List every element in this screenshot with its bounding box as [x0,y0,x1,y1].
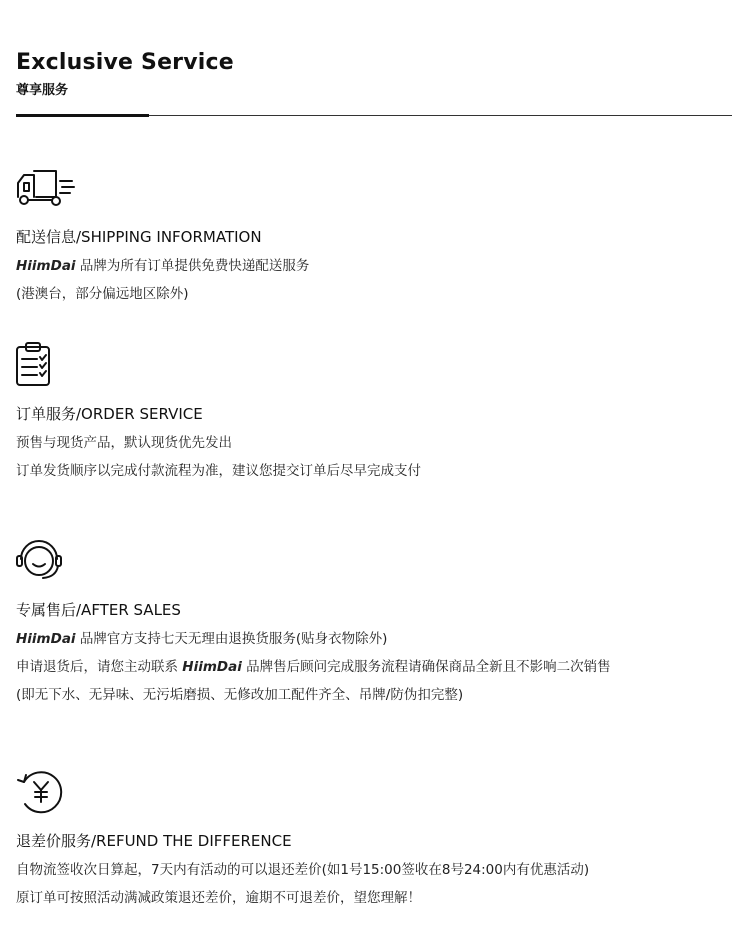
body-line: (港澳台，部分偏远地区除外) [16,286,189,302]
headset-icon [16,537,76,583]
section-body [16,625,732,709]
body-line: 自物流签收次日算起，7天内有活动的可以退还差价(如1号15:00签收在8号24:00内有优惠活动) [16,862,590,878]
page-subtitle: 尊享服务 [16,83,69,98]
page-title: Exclusive Service [16,50,234,75]
section-after-sales [16,537,732,709]
body-line: (即无下水、无异味、无污垢磨损、无修改加工配件齐全、吊牌/防伪扣完整) [16,687,464,703]
truck-icon [16,167,76,213]
body-line: 订单发货顺序以完成付款流程为准，建议您提交订单后尽早完成支付 [16,463,421,479]
section-body [16,429,732,485]
body-line: 原订单可按照活动满减政策退还差价，逾期不可退差价，望您理解！ [16,890,421,906]
body-line: HiimDai 品牌为所有订单提供免费快递配送服务 [16,258,310,274]
section-body [16,252,732,308]
body-line: 申请退货后，请您主动联系 HiimDai 品牌售后顾问完成服务流程请确保商品全新且不影响二次销售 [16,659,611,675]
section-title: 专属售后/AFTER SALES [16,601,181,619]
clipboard-checklist-icon [16,342,76,388]
brand-name: HiimDai [182,659,242,675]
page-header [16,48,732,100]
section-title: 订单服务/ORDER SERVICE [16,405,203,423]
header-divider-accent [16,114,149,117]
section-title: 退差价服务/REFUND THE DIFFERENCE [16,832,292,850]
brand-name: HiimDai [16,258,76,274]
body-line: HiimDai 品牌官方支持七天无理由退换货服务(贴身衣物除外) [16,631,388,647]
section-refund [16,768,732,912]
section-shipping [16,167,732,308]
section-body [16,856,732,912]
brand-name: HiimDai [16,631,76,647]
section-title: 配送信息/SHIPPING INFORMATION [16,228,262,246]
refund-yen-icon [16,768,76,814]
section-order [16,342,732,485]
body-line: 预售与现货产品，默认现货优先发出 [16,435,232,451]
